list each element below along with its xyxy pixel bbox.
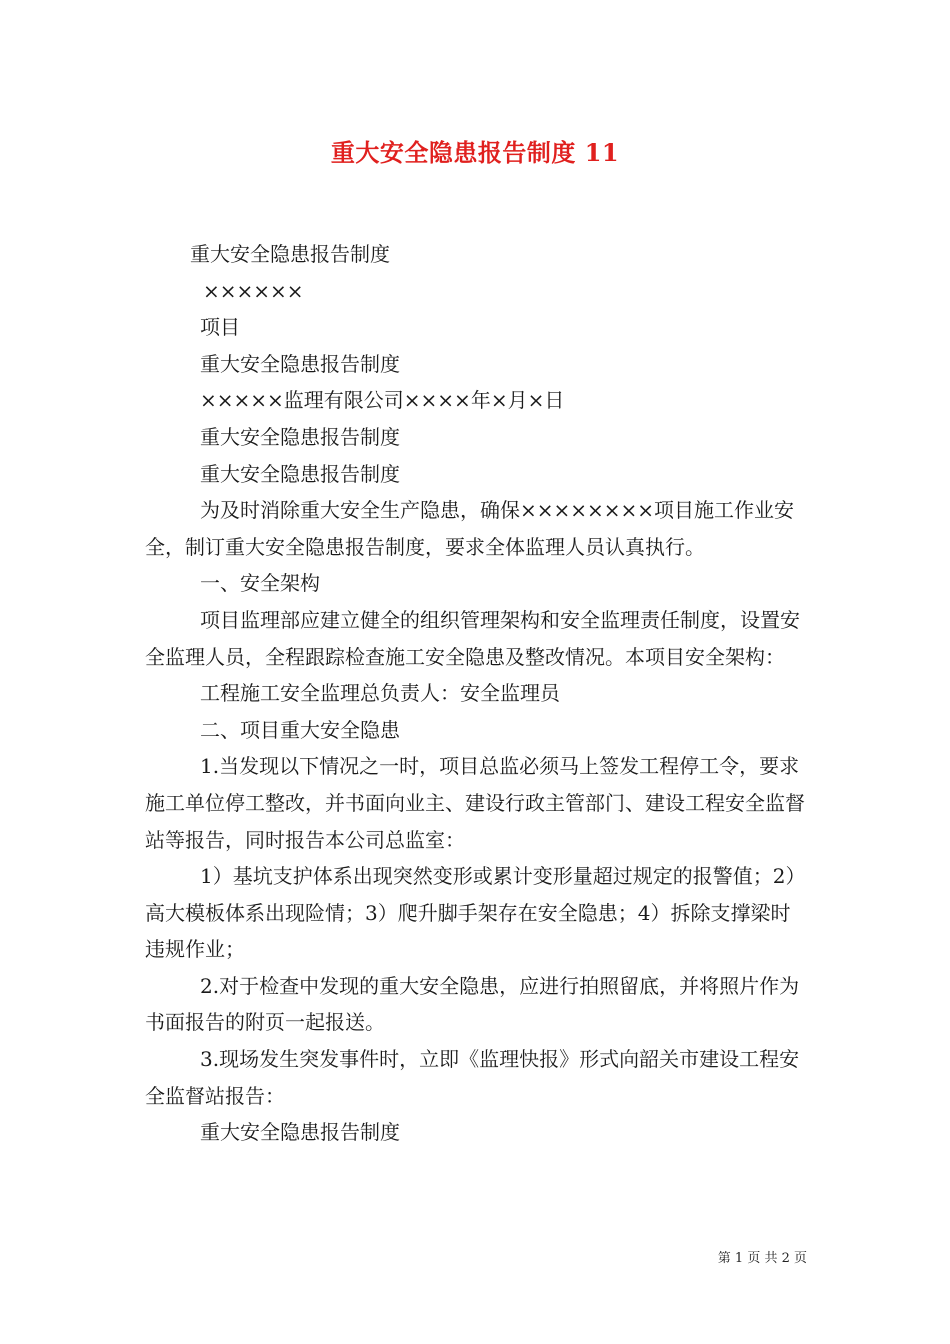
paragraph-project: 项目 <box>200 315 240 340</box>
section-heading-2: 二、项目重大安全隐患 <box>200 717 400 742</box>
paragraph-heading-repeat: 重大安全隐患报告制度 <box>200 1120 400 1145</box>
section-heading-1: 一、安全架构 <box>200 571 320 596</box>
paragraph-intro: 为及时消除重大安全生产隐患，确保××××××××项目施工作业安全，制订重大安全隐患报告制度，要求全体监理人员认真执行。 <box>145 498 795 559</box>
paragraph-heading-repeat: 重大安全隐患报告制度 <box>200 461 400 486</box>
page-title: 重大安全隐患报告制度 11 <box>330 138 620 167</box>
paragraph-heading-repeat: 重大安全隐患报告制度 <box>200 351 400 376</box>
paragraph-structure: 项目监理部应建立健全的组织管理架构和安全监理责任制度，设置安全监理人员，全程跟踪检查施工安全隐患及整改情况。本项目安全架构： <box>145 607 800 669</box>
document-body <box>145 236 810 1151</box>
paragraph-heading-repeat: 重大安全隐患报告制度 <box>200 424 400 449</box>
paragraph-item-1-list: 1）基坑支护体系出现突然变形或累计变形量超过规定的报警值；2）高大模板体系出现险情；3）爬升脚手架存在安全隐患；4）拆除支撑梁时违规作业； <box>145 864 806 962</box>
paragraph-company-date: ×××××监理有限公司××××年×月×日 <box>200 388 565 413</box>
paragraph-item-3: 3.现场发生突发事件时，立即《监理快报》形式向韶关市建设工程安全监督站报告： <box>145 1047 800 1108</box>
paragraph-responsible: 工程施工安全监理总负责人：安全监理员 <box>200 681 560 706</box>
paragraph-item-1: 1.当发现以下情况之一时，项目总监必须马上签发工程停工令，要求施工单位停工整改，并书面向业主、建设行政主管部门、建设工程安全监督站等报告，同时报告本公司总监室： <box>145 754 805 852</box>
paragraph-placeholder-name: ×××××× <box>203 278 304 303</box>
page-number: 第 1 页 共 2 页 <box>717 1251 807 1266</box>
paragraph-item-2: 2.对于检查中发现的重大安全隐患，应进行拍照留底，并将照片作为书面报告的附页一起报送。 <box>145 973 800 1035</box>
paragraph-heading: 重大安全隐患报告制度 <box>190 242 390 266</box>
